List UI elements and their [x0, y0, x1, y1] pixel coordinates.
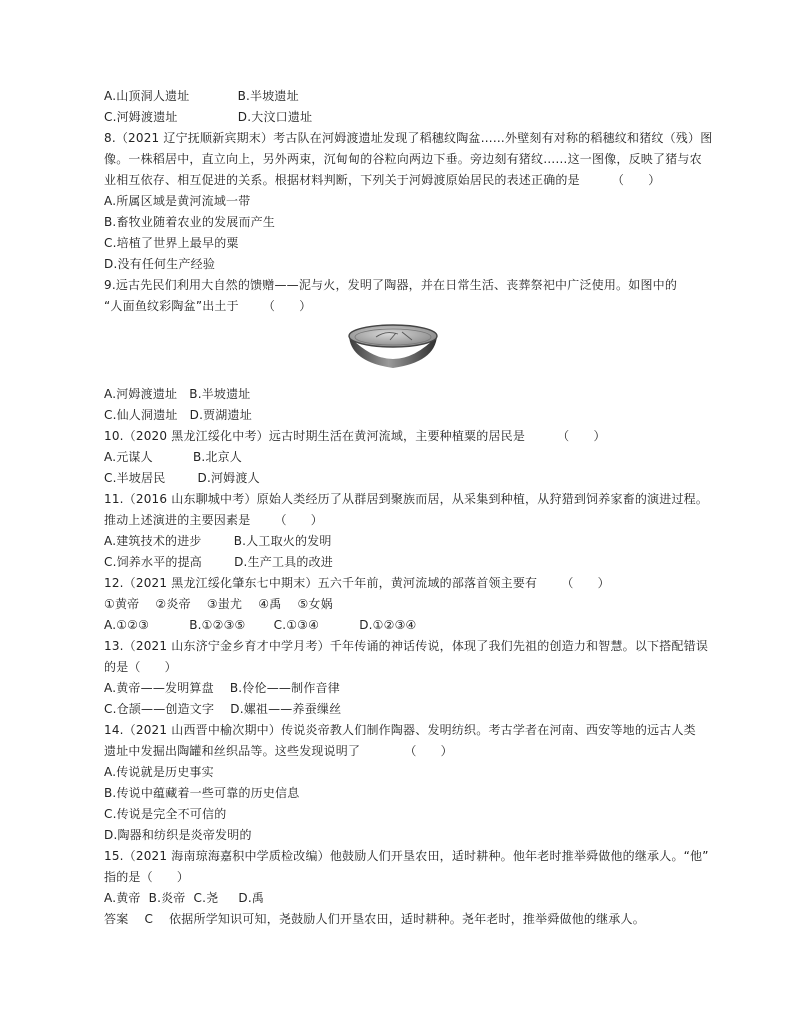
q8-option-c: C.培植了世界上最早的粟	[104, 236, 239, 250]
q13-stem-line1: 13.（2021 山东济宁金乡育才中学月考）千年传诵的神话传说，体现了我们先祖的创造力和智慧。以下搭配错误	[104, 639, 709, 653]
q10-options-ab: A.元谋人 B.北京人	[104, 450, 243, 464]
q7-options-cd: C.河姆渡遗址 D.大汶口遗址	[104, 110, 313, 124]
q11-options-cd: C.饲养水平的提高 D.生产工具的改进	[104, 555, 333, 569]
q8-option-a: A.所属区域是黄河流域一带	[104, 194, 251, 208]
pottery-bowl-image	[346, 322, 440, 370]
q9-options-cd: C.仙人洞遗址 D.贾湖遗址	[104, 408, 252, 422]
q9-options-ab: A.河姆渡遗址 B.半坡遗址	[104, 387, 251, 401]
q14-option-c: C.传说是完全不可信的	[104, 807, 227, 821]
q12-options: A.①②③ B.①②③⑤ C.①③④ D.①②③④	[104, 618, 417, 632]
q15-answer: 答案 C 依据所学知识可知，尧鼓励人们开垦农田，适时耕种。尧年老时，推举舜做他的继承人。	[104, 912, 645, 926]
q11-stem-line1: 11.（2016 山东聊城中考）原始人类经历了从群居到聚族而居，从采集到种植，从狩猎到饲养家畜的演进过程。	[104, 492, 709, 506]
q14-option-a: A.传说就是历史事实	[104, 765, 214, 779]
q11-options-ab: A.建筑技术的进步 B.人工取火的发明	[104, 534, 332, 548]
q15-stem-line2: 指的是（ ）	[104, 870, 190, 884]
q15-options: A.黄帝 B.炎帝 C.尧 D.禹	[104, 891, 265, 905]
q9-stem-line2: “人面鱼纹彩陶盆”出土于 （ ）	[104, 299, 312, 313]
q9-stem-line1: 9.远古先民们利用大自然的馈赠——泥与火，发明了陶器，并在日常生活、丧葬祭祀中广泛使用。如图中的	[104, 278, 678, 292]
q10-stem: 10.（2020 黑龙江绥化中考）远古时期生活在黄河流域，主要种植粟的居民是 （ ）	[104, 429, 606, 443]
q10-options-cd: C.半坡居民 D.河姆渡人	[104, 471, 260, 485]
q13-options-ab: A.黄帝——发明算盘 B.伶伦——制作音律	[104, 681, 340, 695]
q8-stem-line3: 业相互依存、相互促进的关系。根据材料判断，下列关于河姆渡原始居民的表述正确的是 （ ）	[104, 173, 661, 187]
q8-option-b: B.畜牧业随着农业的发展而产生	[104, 215, 276, 229]
q15-stem-line1: 15.（2021 海南琼海嘉积中学质检改编）他鼓励人们开垦农田，适时耕种。他年老时推举舜做他的继承人。“他”	[104, 849, 709, 863]
q11-stem-line2: 推动上述演进的主要因素是 （ ）	[104, 513, 323, 527]
q8-option-d: D.没有任何生产经验	[104, 257, 216, 271]
q13-options-cd: C.仓颉——创造文字 D.嫘祖——养蚕缫丝	[104, 702, 342, 716]
q14-stem-line2: 遗址中发掘出陶罐和丝织品等。这些发现说明了 （ ）	[104, 744, 453, 758]
q14-option-d: D.陶器和纺织是炎帝发明的	[104, 828, 252, 842]
q13-stem-line2: 的是（ ）	[104, 660, 177, 674]
q8-stem-line2: 像。一株稻居中，直立向上，另外两束，沉甸甸的谷粒向两边下垂。旁边刻有猪纹……这一图像，反映了猪与农	[104, 152, 702, 166]
q14-option-b: B.传说中蕴藏着一些可靠的历史信息	[104, 786, 300, 800]
q12-stem: 12.（2021 黑龙江绥化肇东七中期末）五六千年前，黄河流域的部落首领主要有 （ ）	[104, 576, 610, 590]
q7-options-ab: A.山顶洞人遗址 B.半坡遗址	[104, 89, 299, 103]
q14-stem-line1: 14.（2021 山西晋中榆次期中）传说炎帝教人们制作陶器、发明纺织。考古学者在河南、西安等地的远古人类	[104, 723, 696, 737]
q12-items: ①黄帝 ②炎帝 ③蚩尤 ④禹 ⑤女娲	[104, 597, 333, 611]
q8-stem-line1: 8.（2021 辽宁抚顺新宾期末）考古队在河姆渡遗址发现了稻穗纹陶盆……外壁刻有对称的稻穗纹和猪纹（残）图	[104, 131, 713, 145]
